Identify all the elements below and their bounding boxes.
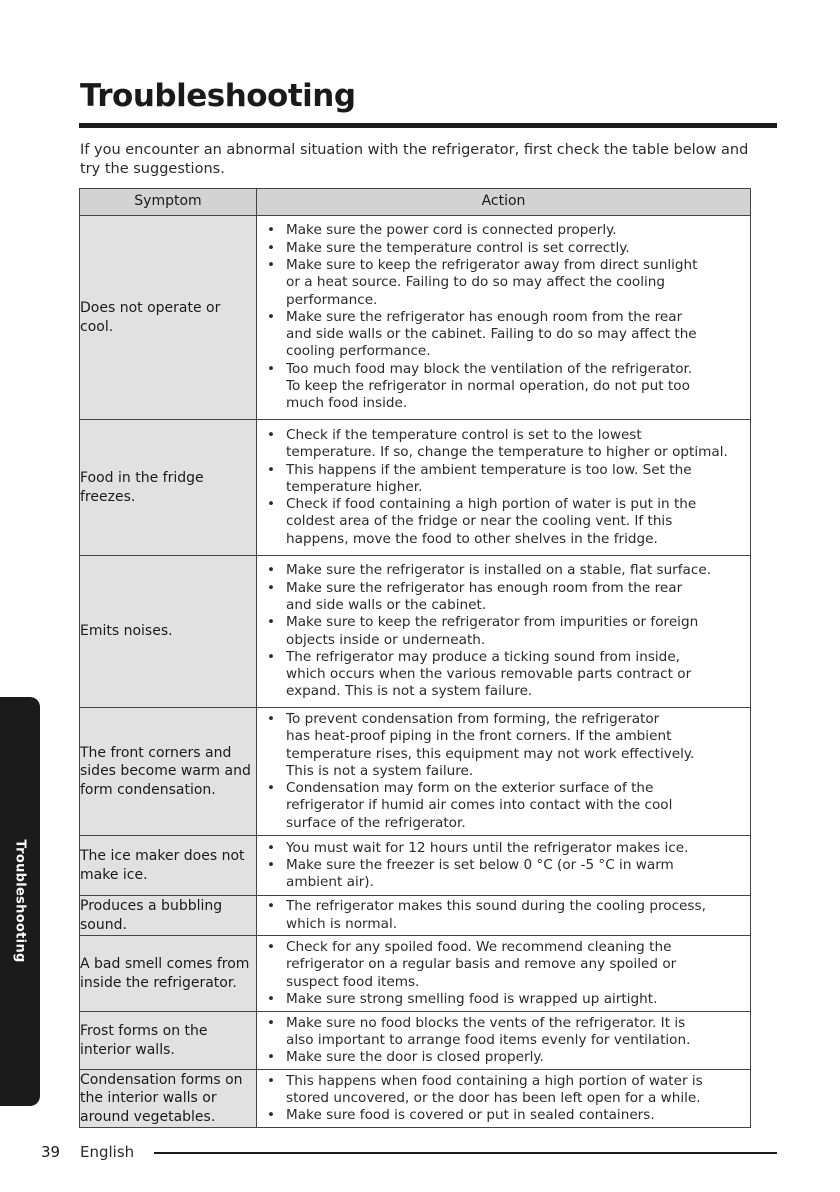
title-underline xyxy=(79,123,777,128)
header-action: Action xyxy=(257,189,751,216)
action-item: • The refrigerator may produce a ticking sound from inside, which occurs when the various removable parts contract or expand. This is not a system failure. xyxy=(257,649,750,701)
symptom-cell: Produces a bubbling sound. xyxy=(80,896,257,936)
action-cell xyxy=(257,420,751,556)
action-cell xyxy=(257,836,751,896)
table-row xyxy=(80,216,751,420)
action-item: • The refrigerator makes this sound during the cooling process, which is normal. xyxy=(257,898,750,933)
action-item: • This happens when food containing a high portion of water is stored uncovered, or the door has been left open for a while. xyxy=(257,1073,750,1108)
action-item: • Make sure the refrigerator has enough room from the rear and side walls or the cabinet. Failing to do so may affect the cooling performance. xyxy=(257,309,750,361)
action-list xyxy=(257,1073,750,1125)
action-item: • Make sure strong smelling food is wrapped up airtight. xyxy=(257,991,750,1008)
action-cell xyxy=(257,1070,751,1128)
action-cell xyxy=(257,1012,751,1070)
symptom-cell: The front corners and sides become warm and form condensation. xyxy=(80,708,257,836)
action-item: • Make sure no food blocks the vents of the refrigerator. It is also important to arrange food items evenly for ventilation. xyxy=(257,1015,750,1050)
symptom-cell: Does not operate or cool. xyxy=(80,216,257,420)
side-tab-label: Troubleshooting xyxy=(12,839,28,963)
action-item: • Check for any spoiled food. We recommend cleaning the refrigerator on a regular basis and remove any spoiled or suspect food items. xyxy=(257,939,750,991)
action-list xyxy=(257,939,750,1008)
action-item: • Check if food containing a high portion of water is put in the coldest area of the fridge or near the cooling vent. If this happens, move the food to other shelves in the fridge. xyxy=(257,496,750,548)
intro-text: If you encounter an abnormal situation with the refrigerator, first check the table below and try the suggestions. xyxy=(80,142,749,177)
table-row xyxy=(80,1012,751,1070)
symptom-cell: A bad smell comes from inside the refrigerator. xyxy=(80,936,257,1012)
action-cell xyxy=(257,216,751,420)
action-item: • Make sure the door is closed properly. xyxy=(257,1049,750,1066)
action-cell xyxy=(257,936,751,1012)
action-item: • Too much food may block the ventilation of the refrigerator. To keep the refrigerator in normal operation, do not put too much food inside. xyxy=(257,361,750,413)
action-list xyxy=(257,222,750,412)
header-symptom: Symptom xyxy=(80,189,257,216)
action-list xyxy=(257,562,750,700)
table-row xyxy=(80,708,751,836)
action-list xyxy=(257,427,750,548)
footer-rule xyxy=(154,1152,777,1154)
table-row xyxy=(80,420,751,556)
page-number: 39 xyxy=(41,1143,61,1161)
action-item: • Make sure the power cord is connected properly. xyxy=(257,222,750,239)
action-item: • Check if the temperature control is set to the lowest temperature. If so, change the temperature to higher or optimal. xyxy=(257,427,750,462)
action-cell xyxy=(257,708,751,836)
symptom-cell: Frost forms on the interior walls. xyxy=(80,1012,257,1070)
action-item: • Make sure the refrigerator is installed on a stable, flat surface. xyxy=(257,562,750,579)
action-list xyxy=(257,1015,750,1067)
action-cell xyxy=(257,556,751,708)
table-row xyxy=(80,836,751,896)
action-item: • Make sure the refrigerator has enough room from the rear and side walls or the cabinet. xyxy=(257,580,750,615)
action-item: • This happens if the ambient temperature is too low. Set the temperature higher. xyxy=(257,462,750,497)
table-row xyxy=(80,1070,751,1128)
section-side-tab xyxy=(0,697,40,1106)
symptom-cell: Condensation forms on the interior walls or around vegetables. xyxy=(80,1070,257,1128)
action-item: • Make sure to keep the refrigerator away from direct sunlight or a heat source. Failing to do so may affect the cooling performance. xyxy=(257,257,750,309)
action-item: • Make sure the freezer is set below 0 °C (or -5 °C in warm ambient air). xyxy=(257,857,750,892)
footer-language: English xyxy=(80,1143,135,1161)
action-item: • To prevent condensation from forming, the refrigerator has heat-proof piping in the front corners. If the ambient temperature rises, this equipment may not work effectively. This is not a system failure. xyxy=(257,711,750,780)
action-list xyxy=(257,840,750,892)
table-row xyxy=(80,556,751,708)
action-item: • Make sure the temperature control is set correctly. xyxy=(257,240,750,257)
symptom-cell: Food in the fridge freezes. xyxy=(80,420,257,556)
table-row xyxy=(80,896,751,936)
page-title: Troubleshooting xyxy=(80,78,356,114)
action-item: • Condensation may form on the exterior surface of the refrigerator if humid air comes into contact with the cool surface of the refrigerator. xyxy=(257,780,750,832)
action-item: • Make sure to keep the refrigerator from impurities or foreign objects inside or underneath. xyxy=(257,614,750,649)
action-cell xyxy=(257,896,751,936)
table-header-row xyxy=(80,189,751,216)
table-row xyxy=(80,936,751,1012)
action-list xyxy=(257,898,750,933)
symptom-cell: Emits noises. xyxy=(80,556,257,708)
troubleshooting-table xyxy=(79,188,751,1128)
action-item: • Make sure food is covered or put in sealed containers. xyxy=(257,1107,750,1124)
action-list xyxy=(257,711,750,832)
symptom-cell: The ice maker does not make ice. xyxy=(80,836,257,896)
action-item: • You must wait for 12 hours until the refrigerator makes ice. xyxy=(257,840,750,857)
